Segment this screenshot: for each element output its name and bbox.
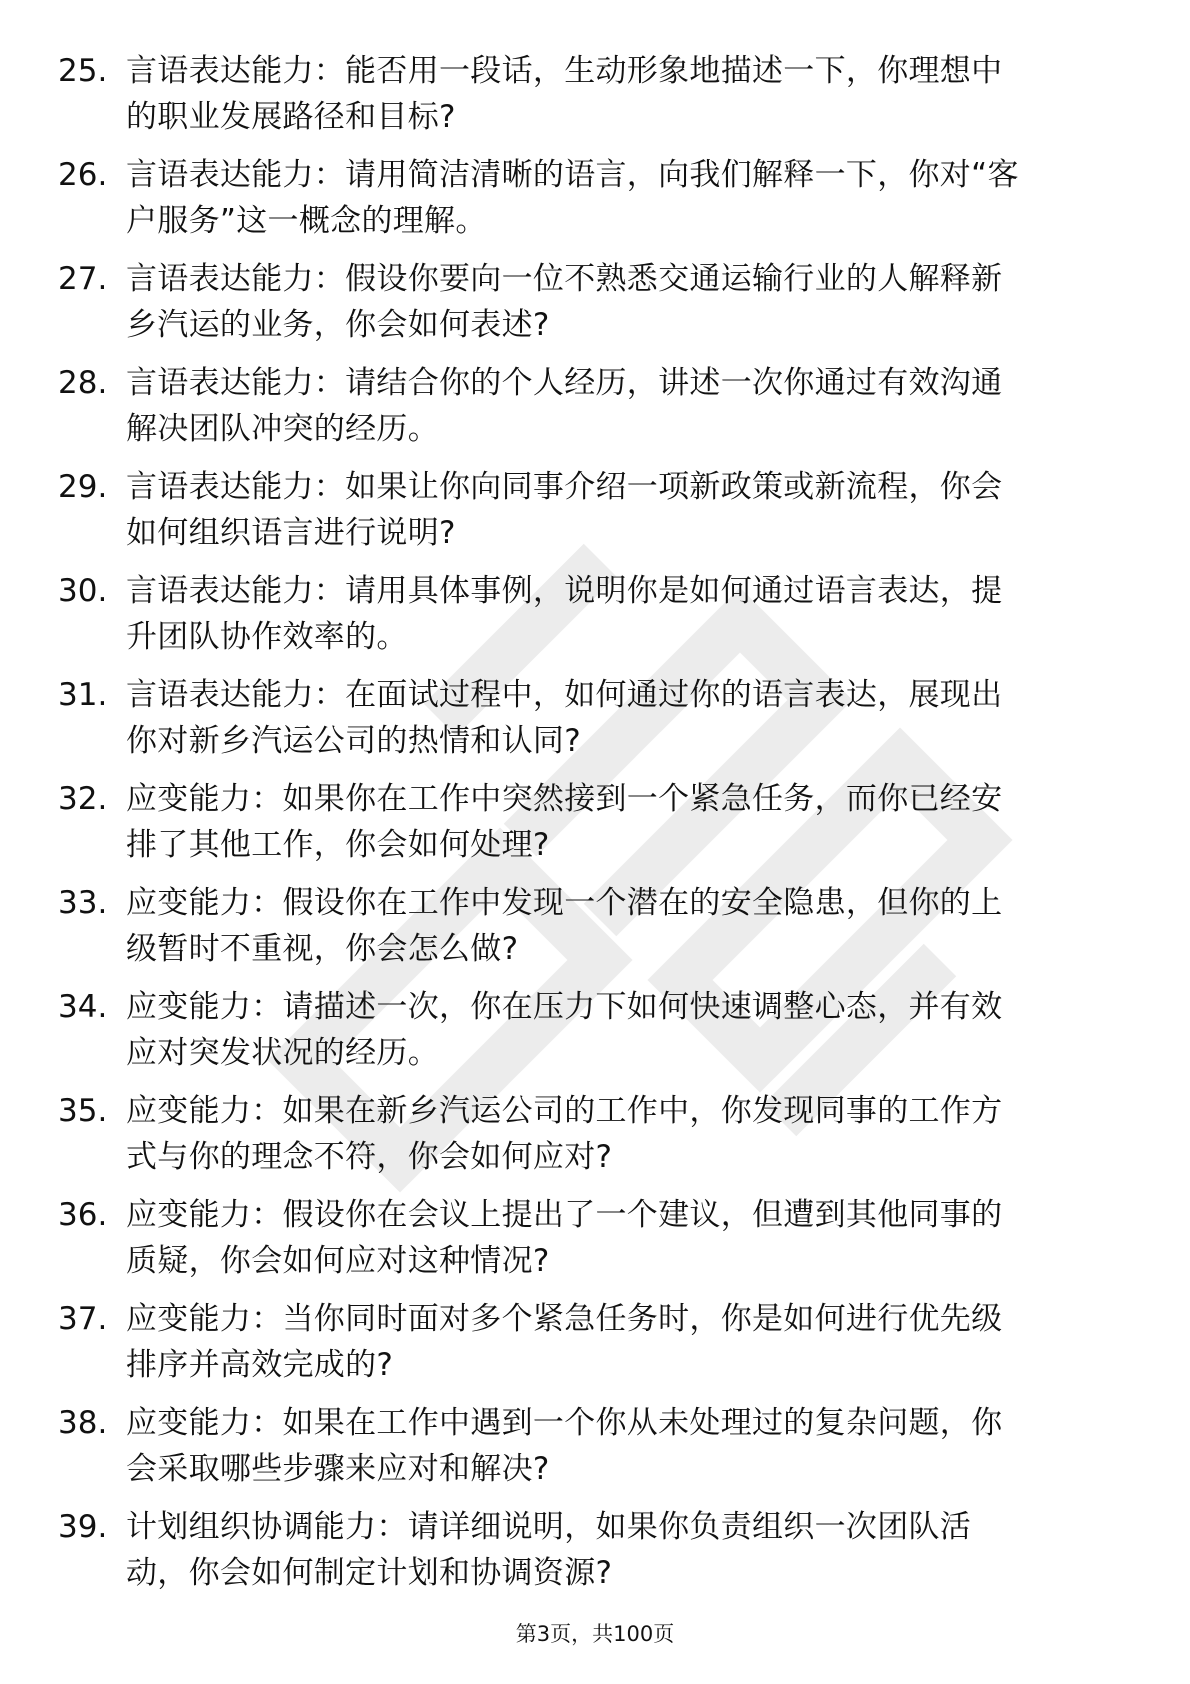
question-item	[0, 568, 1190, 672]
question-line: 言语表达能力：请结合你的个人经历，讲述一次你通过有效沟通	[126, 365, 1003, 401]
question-item	[0, 152, 1190, 256]
question-text	[126, 152, 1116, 244]
question-line: 言语表达能力：请用简洁清晰的语言，向我们解释一下，你对“客	[126, 157, 1019, 193]
question-line: 解决团队冲突的经历。	[126, 411, 439, 447]
question-number: 25.	[58, 53, 108, 89]
question-line: 言语表达能力：能否用一段话，生动形象地描述一下，你理想中	[126, 53, 1003, 89]
question-number: 31.	[58, 677, 108, 713]
question-line: 你对新乡汽运公司的热情和认同?	[126, 723, 581, 759]
question-number: 36.	[58, 1197, 108, 1233]
question-item	[0, 48, 1190, 152]
question-item	[0, 1400, 1190, 1504]
question-line: 言语表达能力：在面试过程中，如何通过你的语言表达，展现出	[126, 677, 1003, 713]
question-line: 应变能力：如果你在工作中突然接到一个紧急任务，而你已经安	[126, 781, 1003, 817]
question-number: 39.	[58, 1509, 108, 1545]
question-item	[0, 256, 1190, 360]
question-text	[126, 256, 1116, 348]
question-list	[0, 48, 1190, 1608]
question-line: 言语表达能力：请用具体事例，说明你是如何通过语言表达，提	[126, 573, 1003, 609]
question-line: 户服务”这一概念的理解。	[126, 203, 487, 239]
question-text	[126, 1400, 1116, 1492]
question-text	[126, 1504, 1116, 1596]
question-number: 29.	[58, 469, 108, 505]
question-number: 30.	[58, 573, 108, 609]
question-line: 级暂时不重视，你会怎么做?	[126, 931, 519, 967]
question-number: 38.	[58, 1405, 108, 1441]
question-line: 应对突发状况的经历。	[126, 1035, 439, 1071]
question-line: 会采取哪些步骤来应对和解决?	[126, 1451, 550, 1487]
question-line: 应变能力：如果在工作中遇到一个你从未处理过的复杂问题，你	[126, 1405, 1003, 1441]
question-text	[126, 360, 1116, 452]
question-line: 计划组织协调能力：请详细说明，如果你负责组织一次团队活	[126, 1509, 972, 1545]
question-item	[0, 1192, 1190, 1296]
question-line: 排序并高效完成的?	[126, 1347, 394, 1383]
question-item	[0, 1296, 1190, 1400]
question-item	[0, 1088, 1190, 1192]
question-line: 应变能力：假设你在会议上提出了一个建议，但遭到其他同事的	[126, 1197, 1003, 1233]
question-number: 33.	[58, 885, 108, 921]
question-text	[126, 984, 1116, 1076]
question-number: 34.	[58, 989, 108, 1025]
question-line: 质疑，你会如何应对这种情况?	[126, 1243, 550, 1279]
question-number: 37.	[58, 1301, 108, 1337]
question-number: 28.	[58, 365, 108, 401]
question-item	[0, 776, 1190, 880]
question-text	[126, 776, 1116, 868]
question-line: 如何组织语言进行说明?	[126, 515, 456, 551]
question-item	[0, 880, 1190, 984]
page-number-label: 第3页，共100页	[515, 1622, 675, 1646]
question-line: 排了其他工作，你会如何处理?	[126, 827, 550, 863]
question-text	[126, 672, 1116, 764]
question-line: 式与你的理念不符，你会如何应对?	[126, 1139, 613, 1175]
question-line: 乡汽运的业务，你会如何表述?	[126, 307, 550, 343]
question-item	[0, 984, 1190, 1088]
question-text	[126, 464, 1116, 556]
question-text	[126, 1192, 1116, 1284]
question-item	[0, 464, 1190, 568]
question-line: 言语表达能力：假设你要向一位不熟悉交通运输行业的人解释新	[126, 261, 1003, 297]
question-number: 27.	[58, 261, 108, 297]
question-text	[126, 568, 1116, 660]
question-text	[126, 48, 1116, 140]
question-text	[126, 1088, 1116, 1180]
question-number: 26.	[58, 157, 108, 193]
question-line: 应变能力：假设你在工作中发现一个潜在的安全隐患，但你的上	[126, 885, 1003, 921]
page-footer	[0, 1619, 1190, 1649]
question-item	[0, 360, 1190, 464]
question-text	[126, 880, 1116, 972]
question-item	[0, 1504, 1190, 1608]
question-line: 应变能力：当你同时面对多个紧急任务时，你是如何进行优先级	[126, 1301, 1003, 1337]
question-line: 应变能力：请描述一次，你在压力下如何快速调整心态，并有效	[126, 989, 1003, 1025]
question-line: 应变能力：如果在新乡汽运公司的工作中，你发现同事的工作方	[126, 1093, 1003, 1129]
question-text	[126, 1296, 1116, 1388]
question-line: 升团队协作效率的。	[126, 619, 408, 655]
question-item	[0, 672, 1190, 776]
question-number: 35.	[58, 1093, 108, 1129]
question-line: 的职业发展路径和目标?	[126, 99, 456, 135]
question-line: 言语表达能力：如果让你向同事介绍一项新政策或新流程，你会	[126, 469, 1003, 505]
question-number: 32.	[58, 781, 108, 817]
question-line: 动，你会如何制定计划和协调资源?	[126, 1555, 613, 1591]
